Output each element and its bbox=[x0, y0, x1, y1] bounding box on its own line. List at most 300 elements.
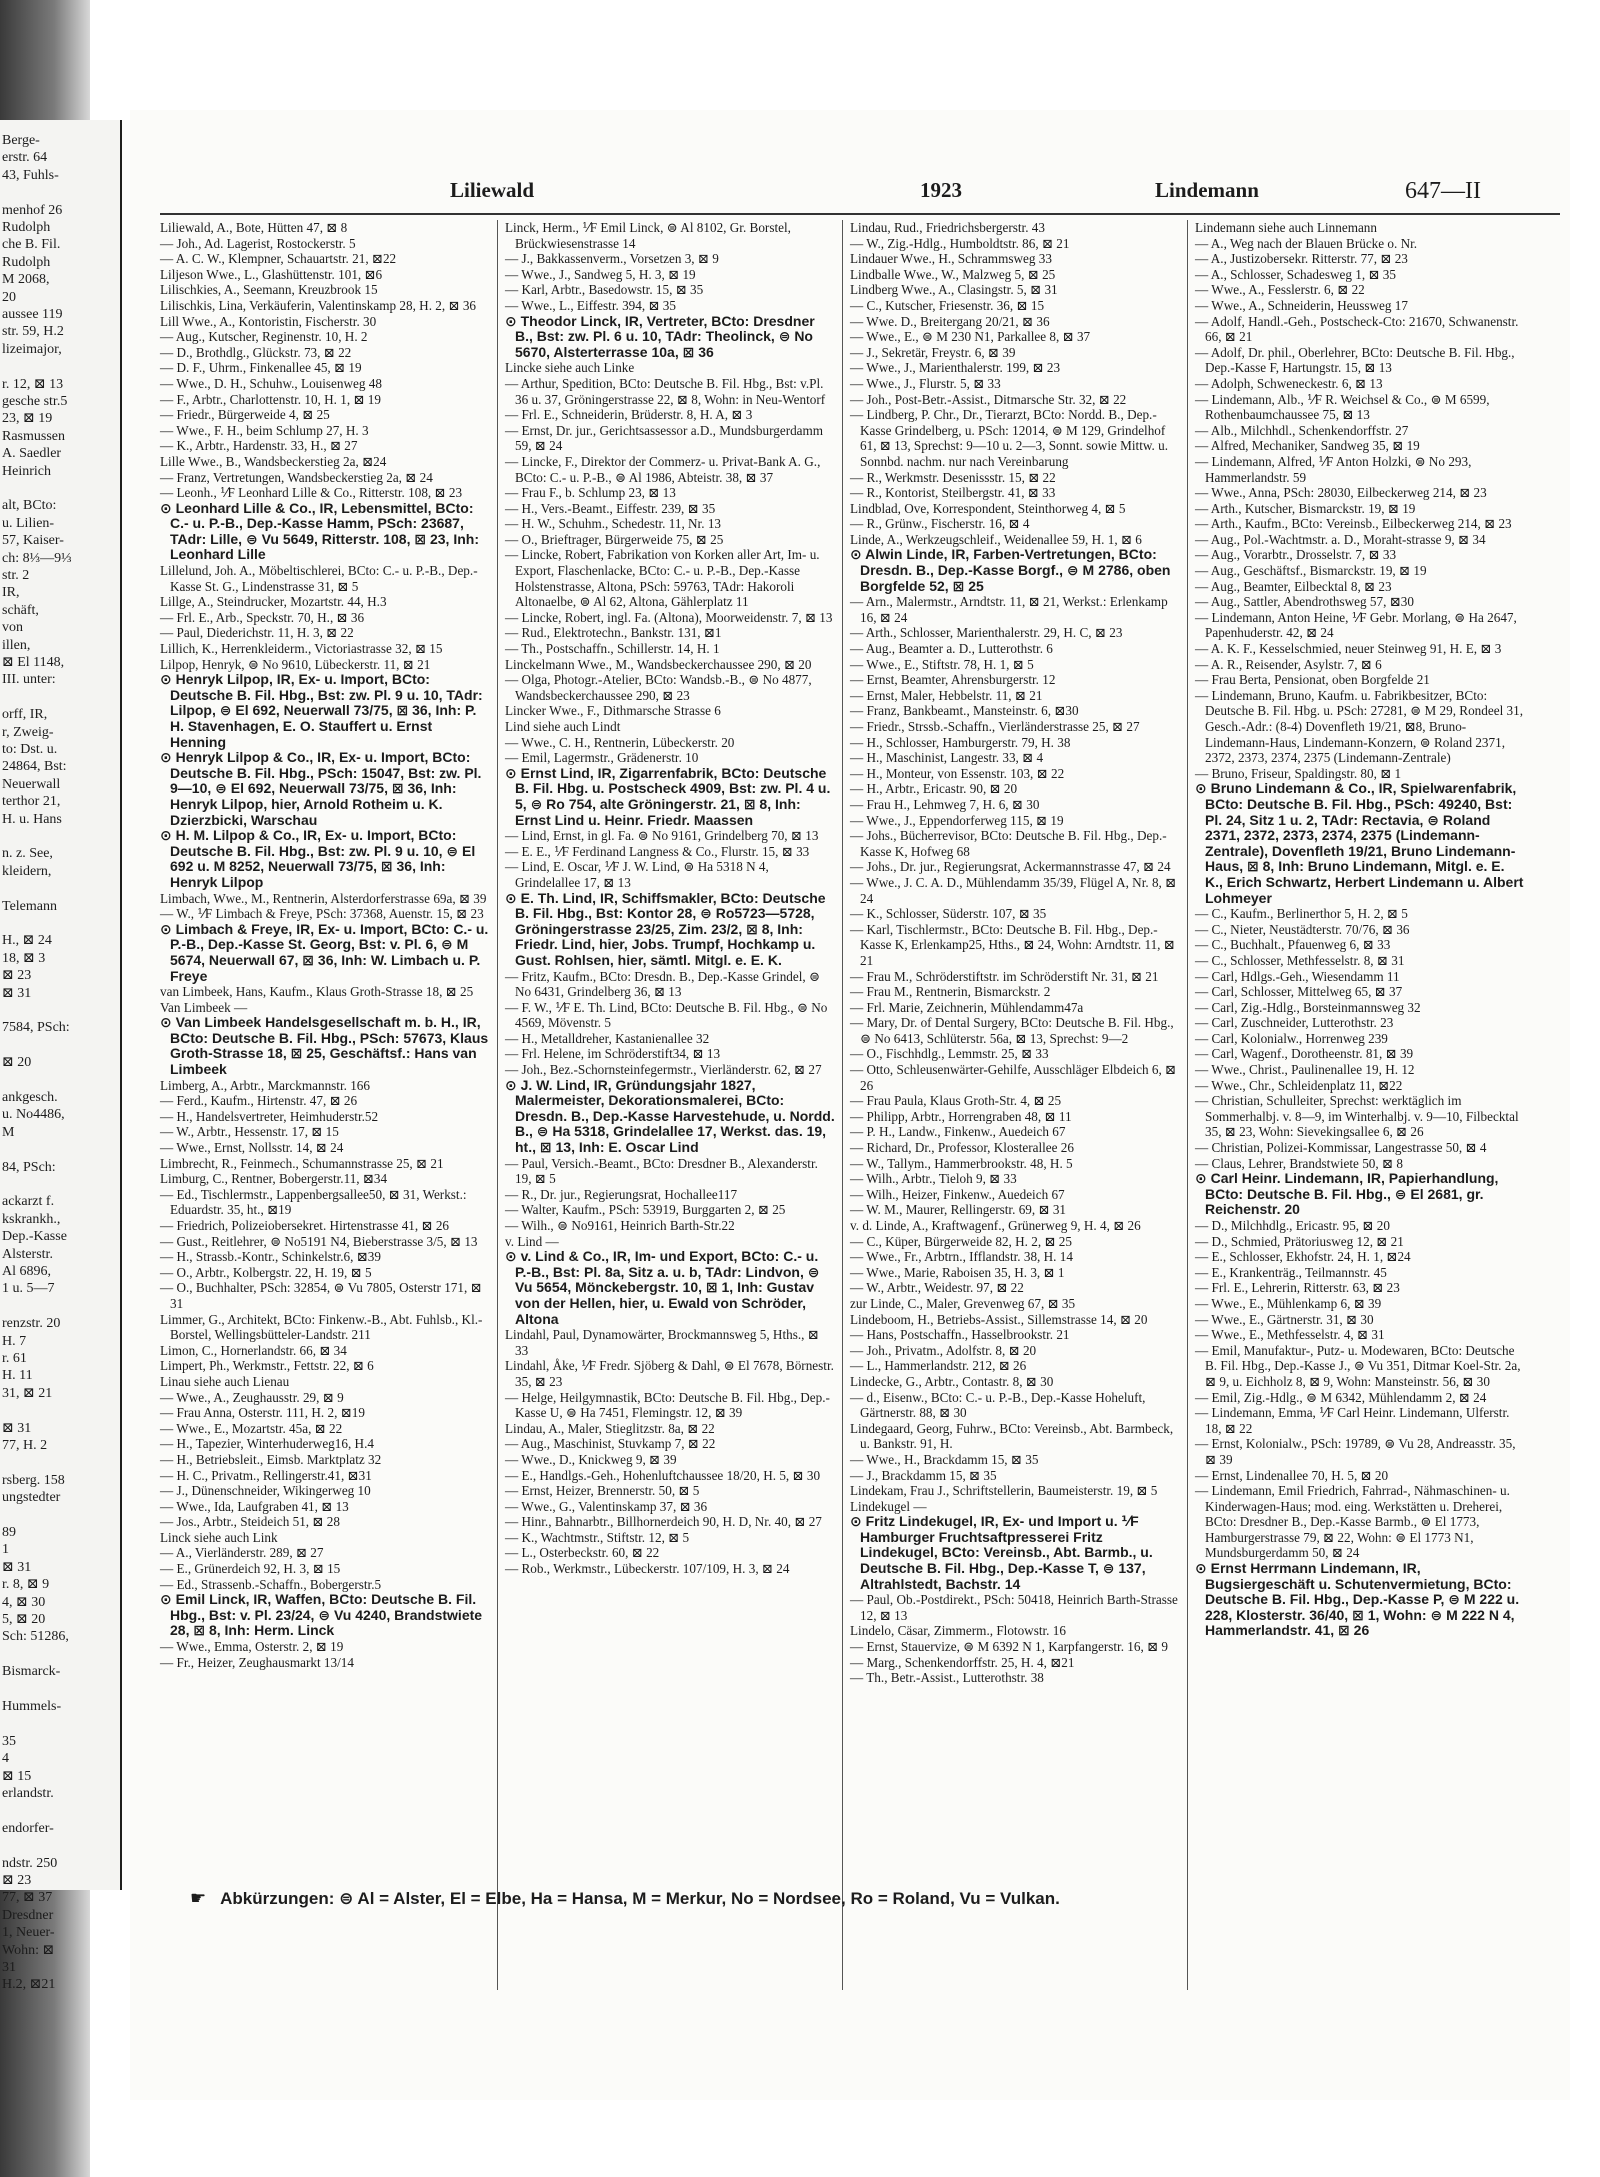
previous-page-line: r. 61 bbox=[2, 1351, 27, 1366]
previous-page-line: IR, bbox=[2, 585, 20, 601]
directory-entry: Lindberg Wwe., A., Clasingstr. 5, ⊠ 31 bbox=[850, 282, 1058, 298]
directory-entry: Lindau, Rud., Friedrichsbergerstr. 43 bbox=[850, 220, 1045, 235]
directory-entry: — Gust., Reitlehrer, ⊜ No5191 N4, Bieberstrasse 3/5, ⊠ 13 bbox=[160, 1233, 478, 1249]
directory-entry: — Franz, Vertretungen, Wandsbeckerstieg 2a, ⊠ 24 bbox=[160, 469, 433, 485]
directory-entry: — Wwe., L., Eiffestr. 394, ⊠ 35 bbox=[505, 297, 676, 313]
previous-page-line: gesche str.5 bbox=[2, 394, 68, 409]
previous-page-line: Dep.-Kasse bbox=[2, 1229, 67, 1245]
directory-entry: Lindahl, Åke, ⅟F Fredr. Sjöberg & Dahl, ⊜ El 7678, Börnestr. 35, ⊠ 23 bbox=[505, 1358, 834, 1389]
previous-page-line: aussee 119 bbox=[2, 307, 63, 322]
directory-entry: — Wwe. D., Breitergang 20/21, ⊠ 36 bbox=[850, 313, 1050, 329]
previous-page-line: Rasmussen bbox=[2, 428, 65, 444]
directory-column-3 bbox=[850, 220, 1180, 1990]
directory-entry: — Emil, Manufaktur-, Putz- u. Modewaren, BCto: Deutsche B. Fil. Hbg., Dep.-Kasse J., ⊜ Vu 351, Ditmar Koel-Str. 2a, ⊠ 9, u. Eichholz 8, ⊠ 9, Wohn: Mansteinstr. 56, ⊠ 30 bbox=[1195, 1342, 1521, 1389]
directory-entry: Lindahl, Paul, Dynamowärter, Brockmannsweg 5, Hths., ⊠ 33 bbox=[505, 1327, 819, 1358]
previous-page-line: r, Zweig- bbox=[2, 724, 54, 740]
firm-entry: ⊙ J. W. Lind, IR, Gründungsjahr 1827, Malermeister, Dekorationsmalerei, BCto: Dresdn. B., Dep.-Kasse Harvestehude, u. Nordd. B., ⊜ Ha 5318, Grindelallee 17, Werkst. das. 19, ht., ⊠ 13, Inh: E. Oscar Lind bbox=[505, 1076, 835, 1156]
directory-entry: — Joh., Privatm., Adolfstr. 8, ⊠ 20 bbox=[850, 1342, 1037, 1358]
directory-entry: — Paul, Diederichstr. 11, H. 3, ⊠ 22 bbox=[160, 625, 354, 641]
directory-entry: — D. F., Uhrm., Finkenallee 45, ⊠ 19 bbox=[160, 360, 362, 376]
directory-entry: Lindekam, Frau J., Schriftstellerin, Baumeisterstr. 19, ⊠ 5 bbox=[850, 1483, 1158, 1499]
directory-entry: v. d. Linde, A., Kraftwagenf., Grünerweg 9, H. 4, ⊠ 26 bbox=[850, 1218, 1141, 1233]
header-right-keyword: Lindemann bbox=[1155, 178, 1259, 202]
directory-entry: — Wwe., J., Flurstr. 5, ⊠ 33 bbox=[850, 375, 1001, 391]
previous-page-line: 84, PSch: bbox=[2, 1159, 56, 1175]
directory-entry: — K., Arbtr., Hardenstr. 33, H., ⊠ 27 bbox=[160, 438, 358, 454]
previous-page-line: Neuerwall bbox=[2, 776, 61, 792]
directory-entry: — Bruno, Friseur, Spaldingstr. 80, ⊠ 1 bbox=[1195, 765, 1402, 781]
directory-entry: — Ernst, Kolonialw., PSch: 19789, ⊜ Vu 28, Andreasstr. 35, ⊠ 39 bbox=[1195, 1436, 1516, 1467]
directory-entry: — Lincke, F., Direktor der Commerz- u. Privat-Bank A. G., BCto: C.- u. P.-B., ⊜ Al 1986, Abteistr. 38, ⊠ 37 bbox=[505, 453, 821, 485]
directory-entry: — Wwe., Anna, PSch: 28030, Eilbeckerweg 214, ⊠ 23 bbox=[1195, 485, 1487, 501]
directory-entry: — C., Küper, Bürgerweide 82, H. 2, ⊠ 25 bbox=[850, 1233, 1072, 1249]
directory-entry: — Rob., Werkmstr., Lübeckerstr. 107/109, H. 3, ⊠ 24 bbox=[505, 1561, 790, 1577]
column-divider bbox=[1187, 220, 1188, 1990]
firm-entry: ⊙ Fritz Lindekugel, IR, Ex- und Import u. ⅟F Hamburger Fruchtsaftpresserei Fritz Lindekugel, BCto: Vereinsb., Abt. Barmb., u. Deutsche B. Fil. Hbg., Dep.-Kasse T, ⊜ 137, Altrahlstedt, Bachstr. 14 bbox=[850, 1513, 1153, 1592]
directory-entry: — Emil, Lagermstr., Grädenerstr. 10 bbox=[505, 750, 699, 766]
firm-entry: ⊙ Ernst Herrmann Lindemann, IR, Bugsiergeschäft u. Schutenvermietung, BCto: Deutsche B. Fil. Hbg., Dep.-Kasse P, ⊜ M 222 u. 228, Klosterstr. 36/40, ⊠ 1, Wohn: ⊜ M 222 N 4, Hammerlandstr. 41, ⊠ 26 bbox=[1195, 1560, 1520, 1639]
directory-entry: — H., Vers.-Beamt., Eiffestr. 239, ⊠ 35 bbox=[505, 500, 716, 516]
directory-entry: — E. E., ⅟F Ferdinand Langness & Co., Flurstr. 15, ⊠ 33 bbox=[505, 843, 810, 859]
previous-page-line: erlandstr. bbox=[2, 1786, 54, 1801]
directory-entry: — F., Arbtr., Charlottenstr. 10, H. 1, ⊠ 19 bbox=[160, 391, 381, 407]
directory-entry: — W., Arbtr., Weidestr. 97, ⊠ 22 bbox=[850, 1280, 1024, 1296]
directory-entry: — Aug., Geschäftsf., Bismarckstr. 19, ⊠ 19 bbox=[1195, 563, 1427, 579]
directory-entry: — Wwe., E., Stiftstr. 78, H. 1, ⊠ 5 bbox=[850, 656, 1034, 672]
directory-entry: — H., Strassb.-Kontr., Schinkelstr.6, ⊠39 bbox=[160, 1249, 381, 1265]
directory-entry: — Karl, Arbtr., Basedowstr. 15, ⊠ 35 bbox=[505, 282, 704, 298]
directory-entry: — Th., Postschaffn., Schillerstr. 14, H. 1 bbox=[505, 641, 720, 657]
previous-page-line: 20 bbox=[2, 289, 16, 305]
directory-entry: — Wwe., J., Marienthalerstr. 199, ⊠ 23 bbox=[850, 360, 1061, 376]
directory-entry: — Frau Berta, Pensionat, oben Borgfelde 21 bbox=[1195, 672, 1430, 688]
directory-entry: — H., Arbtr., Ericastr. 90, ⊠ 20 bbox=[850, 781, 1018, 797]
previous-page-line: Bismarck- bbox=[2, 1664, 61, 1680]
directory-entry: — Wilh., Arbtr., Tieloh 9, ⊠ 33 bbox=[850, 1171, 1017, 1187]
previous-page-line: r. 12, ⊠ 13 bbox=[2, 376, 64, 392]
directory-entry: — Wwe., Emma, Osterstr. 2, ⊠ 19 bbox=[160, 1639, 344, 1655]
firm-entry: ⊙ v. Lind & Co., IR, Im- und Export, BCto: C.- u. P.-B., Bst: Pl. 8a, Sitz a. u. b, TAdr: Lindvon, ⊜ Vu 5654, Mönckebergstr. 10, ⊠ 1, Inh: Gustav von der Hellen, hier, u. Ewald von Schröder, Altona bbox=[505, 1248, 820, 1327]
directory-entry: — Frl. E., Arb., Speckstr. 70, H., ⊠ 36 bbox=[160, 609, 365, 625]
directory-entry: Lindblad, Ove, Korrespondent, Steinthorweg 4, ⊠ 5 bbox=[850, 500, 1126, 516]
header-year: 1923 bbox=[920, 178, 962, 202]
directory-entry: — Karl, Tischlermstr., BCto: Deutsche B. Fil. Hbg., Dep.-Kasse K, Erlenkamp25, Hths., ⊠ 24, Wohn: Arndtstr. 11, ⊠ 21 bbox=[850, 921, 1175, 968]
directory-entry: — A. R., Reisender, Asylstr. 7, ⊠ 6 bbox=[1195, 656, 1382, 672]
abbreviations-text: Abkürzungen: ⊜ Al = Alster, El = Elbe, Ha = Hansa, M = Merkur, No = Nordsee, Ro = Roland, Vu = Vulkan. bbox=[220, 1889, 1060, 1908]
previous-page-line: 89 bbox=[2, 1525, 16, 1540]
previous-page-line: ch: 8⅓—9⅓ bbox=[2, 550, 72, 566]
previous-page-line: ⊠ 20 bbox=[2, 1055, 32, 1071]
directory-entry: — Mary, Dr. of Dental Surgery, BCto: Deutsche B. Fil. Hbg., ⊜ No 6413, Schlüterstr. 56a, ⊠ 13, Sprechst: 9—2 bbox=[850, 1015, 1174, 1046]
directory-entry: — Wwe., Ida, Laufgraben 41, ⊠ 13 bbox=[160, 1498, 349, 1514]
directory-entry: — Leonh., ⅟F Leonhard Lille & Co., Ritterstr. 108, ⊠ 23 bbox=[160, 485, 463, 501]
directory-entry: — Adolph, Schweneckestr. 6, ⊠ 13 bbox=[1195, 375, 1383, 391]
previous-page-line: ⊠ El 1148, bbox=[2, 655, 65, 670]
directory-entry: — Hinr., Bahnarbtr., Billhornerdeich 90, H. D, Nr. 40, ⊠ 27 bbox=[505, 1514, 822, 1530]
directory-entry: — Lindemann, Emil Friedrich, Fahrrad-, Nähmaschinen- u. Kinderwagen-Haus; mod. eing. Werkstätten u. Dreherei, BCto: Dresdner B., Dep.-Kasse Barmb., ⊜ El 1773, Hamburgerstrasse 79, ⊠ 22, Wohn: ⊜ El 1773 N1, Mundsburgerdamm 50, ⊠ 24 bbox=[1195, 1483, 1510, 1561]
directory-entry: Lindegaard, Georg, Fuhrw., BCto: Vereinsb., Abt. Barmbeck, u. Bankstr. 91, H. bbox=[850, 1420, 1174, 1452]
directory-entry: — Lindemann, Alb., ⅟F R. Weichsel & Co., ⊜ M 6599, Rothenbaumchaussee 75, ⊠ 13 bbox=[1195, 391, 1490, 423]
directory-entry: Lindekugel — bbox=[850, 1498, 927, 1514]
directory-entry: — A., Schlosser, Schadesweg 1, ⊠ 35 bbox=[1195, 266, 1396, 282]
directory-entry: Lindauer Wwe., H., Schrammsweg 33 bbox=[850, 251, 1052, 267]
firm-entry: ⊙ Limbach & Freye, IR, Ex- u. Import, BCto: C.- u. P.-B., Dep.-Kasse St. Georg, Bst: v. Pl. 6, ⊜ M 5674, Neuerwall 67, ⊠ 36, Inh: W. Limbach u. P. Freye bbox=[160, 920, 489, 984]
previous-page-line: 35 bbox=[2, 1733, 16, 1749]
previous-page-line: renzstr. 20 bbox=[2, 1316, 61, 1332]
firm-entry: ⊙ Theodor Linck, IR, Vertreter, BCto: Dresdner B., Bst: zw. Pl. 6 u. 10, TAdr: Theolinck, ⊜ No 5670, Alsterterrasse 10a, ⊠ 36 bbox=[505, 312, 815, 360]
directory-entry: — H., Maschinist, Langestr. 33, ⊠ 4 bbox=[850, 750, 1044, 766]
directory-entry: — Wilh., ⊜ No9161, Heinrich Barth-Str.22 bbox=[505, 1218, 735, 1233]
directory-entry: — W., Arbtr., Hessenstr. 17, ⊠ 15 bbox=[160, 1124, 339, 1140]
directory-entry: Linde, A., Werkzeugschleif., Weidenallee 59, H. 1, ⊠ 6 bbox=[850, 531, 1142, 547]
directory-entry: — Aug., Kutscher, Reginenstr. 10, H. 2 bbox=[160, 329, 368, 345]
previous-page-line: 24864, Bst: bbox=[2, 759, 67, 775]
directory-entry: — Lind, E. Oscar, ⅟F J. W. Lind, ⊜ Ha 5318 N 4, Grindelallee 17, ⊠ 13 bbox=[505, 859, 769, 890]
previous-page-line: terthor 21, bbox=[2, 794, 61, 810]
directory-entry: — Wwe., Chr., Schleidenplatz 11, ⊠22 bbox=[1195, 1077, 1403, 1093]
directory-entry: — Th., Betr.-Assist., Lutterothstr. 38 bbox=[850, 1670, 1044, 1686]
directory-entry: — Philipp, Arbtr., Horrengraben 48, ⊠ 11 bbox=[850, 1108, 1072, 1124]
directory-entry: Lindelo, Cäsar, Zimmerm., Flotowstr. 16 bbox=[850, 1623, 1066, 1639]
previous-page-line: ndstr. 250 bbox=[2, 1855, 58, 1871]
directory-entry: — Aug., Sattler, Abendrothsweg 57, ⊠30 bbox=[1195, 594, 1414, 610]
directory-entry: — Adolf, Handl.-Geh., Postscheck-Cto: 21670, Schwanenstr. 66, ⊠ 21 bbox=[1195, 313, 1519, 345]
firm-entry: ⊙ H. M. Lilpop & Co., IR, Ex- u. Import, BCto: Deutsche B. Fil. Hbg., Bst: zw. Pl. 9 u. 10, ⊜ El 692 u. M 8252, Neuerwall 73/75, ⊠ 36, Inh: Henryk Lilpop bbox=[160, 827, 476, 890]
directory-entry: — Aug., Beamter, Eilbecktal 8, ⊠ 23 bbox=[1195, 578, 1392, 594]
directory-entry: — Lincke, Robert, ingl. Fa. (Altona), Moorweidenstr. 7, ⊠ 13 bbox=[505, 609, 833, 625]
directory-entry: — Ernst, Stauervize, ⊜ M 6392 N 1, Karpfangerstr. 16, ⊠ 9 bbox=[850, 1639, 1169, 1655]
directory-entry: — Rud., Elektrotechn., Bankstr. 131, ⊠1 bbox=[505, 625, 722, 641]
directory-entry: Limberg, A., Arbtr., Marckmannstr. 166 bbox=[160, 1077, 370, 1093]
directory-entry: — W. M., Maurer, Rellingerstr. 69, ⊠ 31 bbox=[850, 1202, 1067, 1218]
firm-entry: ⊙ Carl Heinr. Lindemann, IR, Papierhandlung, BCto: Deutsche B. Fil. Hbg., ⊜ El 2681, gr. Reichenstr. 20 bbox=[1195, 1170, 1499, 1218]
directory-entry: — A., Vierländerstr. 289, ⊠ 27 bbox=[160, 1545, 324, 1561]
directory-entry: — Frau F., b. Schlump 23, ⊠ 13 bbox=[505, 485, 676, 501]
directory-entry: — Olga, Photogr.-Atelier, BCto: Wandsb.-B., ⊜ No 4877, Wandsbeckerchaussee 290, ⊠ 23 bbox=[505, 672, 812, 703]
directory-entry: — H. C., Privatm., Rellingerstr.41, ⊠31 bbox=[160, 1467, 372, 1483]
directory-entry: — Frl. Marie, Zeichnerin, Mühlendamm47a bbox=[850, 999, 1084, 1015]
directory-entry: — W., Tallym., Hammerbrookstr. 48, H. 5 bbox=[850, 1155, 1073, 1171]
directory-column-4 bbox=[1195, 220, 1525, 1990]
directory-entry: — Frau Paula, Klaus Groth-Str. 4, ⊠ 25 bbox=[850, 1093, 1062, 1109]
previous-page-line: 23, ⊠ 19 bbox=[2, 411, 53, 427]
directory-entry: — F. W., ⅟F E. Th. Lind, BCto: Deutsche B. Fil. Hbg., ⊜ No 4569, Mövenstr. 5 bbox=[505, 999, 828, 1031]
directory-entry: — W., ⅟F Limbach & Freye, PSch: 37368, Auenstr. 15, ⊠ 23 bbox=[160, 906, 484, 922]
directory-entry: — Frau H., Lehmweg 7, H. 6, ⊠ 30 bbox=[850, 796, 1040, 812]
directory-entry: — Wwe., F. H., beim Schlump 27, H. 3 bbox=[160, 422, 369, 438]
directory-entry: — Friedr., Strssb.-Schaffn., Vierländerstrasse 25, ⊠ 27 bbox=[850, 719, 1140, 734]
directory-entry: Liljeson Wwe., L., Glashüttenstr. 101, ⊠6 bbox=[160, 266, 383, 282]
directory-entry: — Wwe., J., Eppendorferweg 115, ⊠ 19 bbox=[850, 812, 1064, 828]
directory-entry: Lindecke, G., Arbtr., Contastr. 8, ⊠ 30 bbox=[850, 1373, 1054, 1389]
previous-page-line: lizeimajor, bbox=[2, 341, 62, 357]
directory-entry: Lincke siehe auch Linke bbox=[505, 360, 635, 376]
directory-entry: — Wwe., D., Knickweg 9, ⊠ 39 bbox=[505, 1451, 677, 1467]
directory-entry: — Johs., Dr. jur., Regierungsrat, Ackermannstrasse 47, ⊠ 24 bbox=[850, 859, 1171, 875]
directory-entry: — A., Weg nach der Blauen Brücke o. Nr. bbox=[1195, 235, 1418, 251]
directory-entry: — C., Buchhalt., Pfauenweg 6, ⊠ 33 bbox=[1195, 937, 1391, 953]
firm-entry: ⊙ Bruno Lindemann & Co., IR, Spielwarenfabrik, BCto: Deutsche B. Fil. Hbg., PSch: 49240, Bst: Pl. 24, Sitz 1 u. 2, TAdr: Rectavia, ⊜ Roland 2371, 2372, 2373, 2374, 2375 (Lindemann-Zentrale), Dovenfleth 19/21, Bruno Lindemann-Haus, ⊠ 8, Inh: Bruno Lindemann, Mitgl. e. E. K., Erich Schwartz, Herbert Lindemann u. Albert Lohmeyer bbox=[1195, 780, 1524, 906]
header-rule bbox=[160, 213, 1560, 215]
directory-entry: Limbach, Wwe., M., Rentnerin, Alsterdorferstrasse 69a, ⊠ 39 bbox=[160, 890, 487, 906]
firm-entry: ⊙ Henryk Lilpop, IR, Ex- u. Import, BCto: Deutsche B. Fil. Hbg., Bst: zw. Pl. 9 u. 10, TAdr: Lilpop, ⊜ El 692, Neuerwall 73/75, ⊠ 36, Inh: P. H. Stavenhagen, E. O. Stauffert u. Ernst Henning bbox=[160, 671, 483, 750]
previous-page-line: 43, Fuhls- bbox=[2, 167, 59, 183]
directory-entry: — Carl, Wagenf., Dorotheenstr. 81, ⊠ 39 bbox=[1195, 1046, 1414, 1062]
directory-entry: — Joh., Bez.-Schornsteinfegermstr., Vierländerstr. 62, ⊠ 27 bbox=[505, 1062, 822, 1078]
directory-entry: — Lind, Ernst, in gl. Fa. ⊜ No 9161, Grindelberg 70, ⊠ 13 bbox=[505, 828, 819, 844]
directory-entry: — C., Kutscher, Friesenstr. 36, ⊠ 15 bbox=[850, 297, 1045, 313]
directory-entry: Linckelmann Wwe., M., Wandsbeckerchaussee 290, ⊠ 20 bbox=[505, 656, 812, 672]
firm-entry: ⊙ Van Limbeek Handelsgesellschaft m. b. H., IR, BCto: Deutsche B. Fil. Hbg., PSch: 57673, Klaus Groth-Strasse 18, ⊠ 25, Geschäftsf.: Hans van Limbeek bbox=[160, 1014, 489, 1078]
directory-entry: — D., Milchhdlg., Ericastr. 95, ⊠ 20 bbox=[1195, 1218, 1390, 1233]
directory-entry: — R., Dr. jur., Regierungsrat, Hochallee117 bbox=[505, 1186, 738, 1202]
directory-entry: — Frau Anna, Osterstr. 111, H. 2, ⊠19 bbox=[160, 1405, 365, 1421]
directory-entry: — Wwe., E., Mühlenkamp 6, ⊠ 39 bbox=[1195, 1295, 1382, 1311]
firm-entry: ⊙ Henryk Lilpop & Co., IR, Ex- u. Import, BCto: Deutsche B. Fil. Hbg., PSch: 15047, Bst: zw. Pl. 9—10, ⊜ El 692, Neuerwall 73/75, ⊠ 36, Inh: Henryk Lilpop, hier, Arnold Rotheim u. K. Dzierzbicki, Warschau bbox=[160, 749, 482, 828]
page-number: 647—II bbox=[1405, 178, 1481, 204]
previous-page-line: rsberg. 158 bbox=[2, 1472, 65, 1488]
previous-page-fragment bbox=[0, 120, 122, 1993]
pointing-hand-icon: ☛ bbox=[190, 1888, 207, 1908]
directory-entry: — Carl, Hdlgs.-Geh., Wiesendamm 11 bbox=[1195, 968, 1400, 984]
directory-entry: — Carl, Zuschneider, Lutterothstr. 23 bbox=[1195, 1015, 1394, 1031]
directory-entry: — Wwe., Fr., Arbtrn., Ifflandstr. 38, H. 14 bbox=[850, 1249, 1073, 1265]
directory-entry: — Emil, Zig.-Hdlg., ⊜ M 6342, Mühlendamm 2, ⊠ 24 bbox=[1195, 1389, 1487, 1405]
directory-entry: — Claus, Lehrer, Brandstwiete 50, ⊠ 8 bbox=[1195, 1155, 1403, 1171]
directory-entry: — Lincke, Robert, Fabrikation von Korken aller Art, Im- u. Export, Flaschenlacke, BCto: C.- u. P.-B., Dep.-Kasse Holstenstrasse, Altona, PSch: 59763, TAdr: Hakoroli Altonaelbe, ⊜ Al 62, Altona, Gählerplatz 11 bbox=[505, 547, 820, 610]
firm-entry: ⊙ E. Th. Lind, IR, Schiffsmakler, BCto: Deutsche B. Fil. Hbg., Bst: Kontor 28, ⊜ Ro5723—5728, Gröningerstrasse 23/25, Zim. 23/2, ⊠ 8, Inh: Friedr. Lind, hier, Jobs. Trumpf, Hochkamp u. Gust. Rohlsen, hier, sämtl. Mitgl. e. E. K. bbox=[505, 889, 826, 968]
directory-entry: — H. W., Schuhm., Schedestr. 11, Nr. 13 bbox=[505, 516, 722, 532]
directory-entry: van Limbeek, Hans, Kaufm., Klaus Groth-Strasse 18, ⊠ 25 bbox=[160, 984, 474, 1000]
directory-entry: — Frau M., Rentnerin, Bismarckstr. 2 bbox=[850, 984, 1051, 1000]
directory-entry: — Wwe., E., Methfesselstr. 4, ⊠ 31 bbox=[1195, 1327, 1385, 1343]
directory-entry: — Wwe., Ernst, Nollsstr. 14, ⊠ 24 bbox=[160, 1140, 344, 1156]
previous-page-line: 77, H. 2 bbox=[2, 1438, 48, 1453]
previous-page-line: ankgesch. bbox=[2, 1090, 58, 1105]
firm-entry: ⊙ Emil Linck, IR, Waffen, BCto: Deutsche B. Fil. Hbg., Bst: v. Pl. 23/24, ⊜ Vu 4240, Brandstwiete 28, ⊠ 8, Inh: Herm. Linck bbox=[160, 1591, 483, 1639]
previous-page-line: ungstedter bbox=[2, 1490, 61, 1506]
directory-entry: — Joh., Ad. Lagerist, Rostockerstr. 5 bbox=[160, 235, 356, 251]
previous-page-line: 4, ⊠ 30 bbox=[2, 1594, 46, 1610]
previous-page-line: kskrankh., bbox=[2, 1211, 61, 1227]
directory-column-2 bbox=[505, 220, 835, 1990]
directory-entry: — Wwe., D. H., Schuhw., Louisenweg 48 bbox=[160, 375, 382, 391]
directory-entry: — Arth., Schlosser, Marienthalerstr. 29, H. C, ⊠ 23 bbox=[850, 625, 1123, 641]
directory-entry: — Fritz, Kaufm., BCto: Dresdn. B., Dep.-Kasse Grindel, ⊜ No 6431, Grindelberg 36, ⊠ 13 bbox=[505, 968, 821, 1000]
directory-entry: — Christian, Polizei-Kommissar, Langestrasse 50, ⊠ 4 bbox=[1195, 1140, 1487, 1156]
directory-entry: — Wilh., Heizer, Finkenw., Auedeich 67 bbox=[850, 1186, 1065, 1202]
directory-entry: v. Lind — bbox=[505, 1233, 559, 1249]
previous-page-line: kleidern, bbox=[2, 863, 52, 879]
directory-entry: — Otto, Schleusenwärter-Gehilfe, Ausschläger Elbdeich 6, ⊠ 26 bbox=[850, 1062, 1177, 1093]
previous-page-line: Sch: 51286, bbox=[2, 1629, 69, 1645]
header-left-keyword: Liliewald bbox=[450, 178, 535, 202]
previous-page-line: 31, ⊠ 21 bbox=[2, 1385, 53, 1401]
previous-page-line: 1 bbox=[2, 1542, 9, 1558]
directory-entry: — A. C. W., Klempner, Schauartstr. 21, ⊠22 bbox=[160, 251, 397, 267]
directory-entry: — Wwe., G., Valentinskamp 37, ⊠ 36 bbox=[505, 1498, 708, 1514]
directory-entry: — Arth., Kaufm., BCto: Vereinsb., Eilbeckerweg 214, ⊠ 23 bbox=[1195, 516, 1512, 532]
directory-entry: — E., Handlgs.-Geh., Hohenluftchaussee 18/20, H. 5, ⊠ 30 bbox=[505, 1467, 821, 1483]
directory-entry: — Frl. E., Schneiderin, Brüderstr. 8, H. A, ⊠ 3 bbox=[505, 407, 753, 423]
directory-entry: — Wwe., E., ⊜ M 230 N1, Parkallee 8, ⊠ 37 bbox=[850, 329, 1091, 345]
directory-entry: — H., Handelsvertreter, Heimhuderstr.52 bbox=[160, 1108, 379, 1124]
directory-entry: — Lindemann, Alfred, ⅟F Anton Holzki, ⊜ No 293, Hammerlandstr. 59 bbox=[1195, 453, 1472, 485]
directory-entry: — L., Hammerlandstr. 212, ⊠ 26 bbox=[850, 1358, 1027, 1374]
directory-entry: Limburg, C., Rentner, Bobergerstr.11, ⊠34 bbox=[160, 1171, 388, 1187]
directory-entry: — Paul, Ob.-Postdirekt., PSch: 50418, Heinrich Barth-Strasse 12, ⊠ 13 bbox=[850, 1592, 1178, 1623]
directory-entry: — J., Bakkassenverm., Vorsetzen 3, ⊠ 9 bbox=[505, 251, 719, 267]
previous-page-line: ackarzt f. bbox=[2, 1194, 55, 1210]
directory-entry: Lilpop, Henryk, ⊜ No 9610, Lübeckerstr. 11, ⊠ 21 bbox=[160, 656, 431, 672]
previous-page-line: schäft, bbox=[2, 602, 39, 618]
directory-entry: — C., Nieter, Neustädterstr. 70/76, ⊠ 36 bbox=[1195, 921, 1410, 937]
directory-entry: — E., Krankenträg., Teilmannstr. 45 bbox=[1195, 1264, 1387, 1280]
previous-page-line: 1 u. 5—7 bbox=[2, 1281, 55, 1297]
directory-entry: — J., Dünenschneider, Wikingerweg 10 bbox=[160, 1483, 371, 1499]
previous-page-line: orff, IR, bbox=[2, 707, 48, 723]
directory-entry: Limpert, Ph., Werkmstr., Fettstr. 22, ⊠ 6 bbox=[160, 1358, 374, 1374]
directory-entry: — Frl. Helene, im Schröderstift34, ⊠ 13 bbox=[505, 1046, 721, 1062]
directory-entry: — H., Monteur, von Essenstr. 103, ⊠ 22 bbox=[850, 765, 1065, 781]
directory-entry: — Lindemann, Anton Heine, ⅟F Gebr. Morlang, ⊜ Ha 2647, Papenhuderstr. 42, ⊠ 24 bbox=[1195, 609, 1517, 641]
directory-entry: — Wwe., A., Fesslerstr. 6, ⊠ 22 bbox=[1195, 282, 1365, 298]
directory-entry: — Wwe., Christ., Paulinenallee 19, H. 12 bbox=[1195, 1062, 1415, 1078]
directory-entry: — Aug., Vorarbtr., Drosselstr. 7, ⊠ 33 bbox=[1195, 547, 1397, 563]
directory-entry: Lill Wwe., A., Kontoristin, Fischerstr. 30 bbox=[160, 313, 377, 329]
directory-entry: — Paul, Versich.-Beamt., BCto: Dresdner B., Alexanderstr. 19, ⊠ 5 bbox=[505, 1155, 818, 1187]
directory-entry: — K., Schlosser, Süderstr. 107, ⊠ 35 bbox=[850, 906, 1047, 922]
previous-page-line: ⊠ 23 bbox=[2, 968, 32, 984]
previous-page-line: H. 11 bbox=[2, 1368, 33, 1384]
previous-page-line: che B. Fil. bbox=[2, 237, 61, 253]
directory-entry: — Wwe., J. C. A. D., Mühlendamm 35/39, Flügel A, Nr. 8, ⊠ 24 bbox=[850, 874, 1177, 906]
directory-entry: — K., Wachtmstr., Stiftstr. 12, ⊠ 5 bbox=[505, 1529, 690, 1545]
directory-entry: — Johs., Bücherrevisor, BCto: Deutsche B. Fil. Hbg., Dep.-Kasse K, Hofweg 68 bbox=[850, 828, 1167, 859]
directory-entry: — Wwe., J., Sandweg 5, H. 3, ⊠ 19 bbox=[505, 266, 696, 282]
directory-entry: Lindemann siehe auch Linnemann bbox=[1195, 220, 1377, 235]
directory-entry: Lindau, A., Maler, Stieglitzstr. 8a, ⊠ 22 bbox=[505, 1420, 715, 1436]
previous-page-line: Alsterstr. bbox=[2, 1246, 53, 1262]
directory-entry: — O., Arbtr., Kolbergstr. 22, H. 19, ⊠ 5 bbox=[160, 1264, 372, 1280]
previous-page-line: menhof 26 bbox=[2, 202, 63, 218]
directory-entry: — H., Betriebsleit., Eimsb. Marktplatz 32 bbox=[160, 1451, 382, 1467]
directory-entry: — Franz, Bankbeamt., Mansteinstr. 6, ⊠30 bbox=[850, 703, 1079, 719]
directory-entry: — Lindberg, P. Chr., Dr., Tierarzt, BCto: Nordd. B., Dep.-Kasse Grindelberg, u. PSch: 12014, ⊜ M 129, Grindelhof 61, ⊠ 13, Sprechst: 9—10 u. 2—3, Sonnt. sowie Mittw. u. Sonnbd. nachm. nur nach Vereinbarung bbox=[850, 407, 1169, 469]
directory-entry: — P. H., Landw., Finkenw., Auedeich 67 bbox=[850, 1124, 1066, 1140]
directory-entry: — Aug., Pol.-Wachtmstr. a. D., Moraht-strasse 9, ⊠ 34 bbox=[1195, 531, 1486, 547]
directory-entry: — E., Grünerdeich 92, H. 3, ⊠ 15 bbox=[160, 1561, 341, 1577]
directory-entry: — R., Werkmstr. Desenissstr. 15, ⊠ 22 bbox=[850, 469, 1056, 485]
directory-entry: — Wwe., Marie, Raboisen 35, H. 3, ⊠ 1 bbox=[850, 1264, 1065, 1280]
directory-entry: Limon, C., Hornerlandstr. 66, ⊠ 34 bbox=[160, 1342, 347, 1358]
directory-page bbox=[130, 110, 1570, 2100]
directory-entry: — Wwe., E., Mozartstr. 45a, ⊠ 22 bbox=[160, 1420, 343, 1436]
directory-entry: Lindeboom, H., Betriebs-Assist., Sillemstrasse 14, ⊠ 20 bbox=[850, 1311, 1148, 1327]
previous-page-line: endorfer- bbox=[2, 1820, 54, 1836]
directory-entry: — Ernst, Dr. jur., Gerichtsassessor a.D., Mundsburgerdamm 59, ⊠ 24 bbox=[505, 422, 824, 454]
directory-entry: — Wwe., A., Zeughausstr. 29, ⊠ 9 bbox=[160, 1389, 344, 1405]
directory-entry: Lind siehe auch Lindt bbox=[505, 719, 621, 734]
directory-entry: — Joh., Post-Betr.-Assist., Ditmarsche Str. 32, ⊠ 22 bbox=[850, 391, 1127, 407]
directory-entry: Lilischkis, Lina, Verkäuferin, Valentinskamp 28, H. 2, ⊠ 36 bbox=[160, 297, 477, 313]
directory-entry: — O., Buchhalter, PSch: 32854, ⊜ Vu 7805, Osterstr 171, ⊠ 31 bbox=[160, 1280, 482, 1311]
directory-entry: — Ernst, Beamter, Ahrensburgerstr. 12 bbox=[850, 672, 1056, 688]
previous-page-line: ⊠ 15 bbox=[2, 1768, 32, 1784]
directory-entry: Linau siehe auch Lienau bbox=[160, 1373, 290, 1389]
directory-entry: — Wwe., E., Gärtnerstr. 31, ⊠ 30 bbox=[1195, 1311, 1374, 1327]
previous-page-line: 4 bbox=[2, 1751, 9, 1767]
directory-column-1 bbox=[160, 220, 490, 1990]
directory-entry: — Friedr., Bürgerweide 4, ⊠ 25 bbox=[160, 407, 330, 423]
directory-entry: — L., Osterbeckstr. 60, ⊠ 22 bbox=[505, 1545, 660, 1561]
directory-entry: — Helge, Heilgymnastik, BCto: Deutsche B. Fil. Hbg., Dep.-Kasse U, ⊜ Ha 7451, Flemingstr. 12, ⊠ 39 bbox=[505, 1389, 830, 1421]
previous-page-line: alt, BCto: bbox=[2, 498, 57, 514]
directory-entry: — A. K. F., Kesselschmied, neuer Steinweg 91, H. E, ⊠ 3 bbox=[1195, 641, 1502, 657]
directory-entry: — R., Grünw., Fischerstr. 16, ⊠ 4 bbox=[850, 516, 1030, 532]
directory-entry: — Arth., Kutscher, Bismarckstr. 19, ⊠ 19 bbox=[1195, 500, 1416, 516]
directory-entry: — A., Justizobersekr. Ritterstr. 77, ⊠ 23 bbox=[1195, 251, 1408, 267]
previous-page-line: 77, ⊠ 37 bbox=[2, 1890, 53, 1906]
directory-entry: — Ernst, Lindenallee 70, H. 5, ⊠ 20 bbox=[1195, 1467, 1389, 1483]
directory-entry: — O., Fischhdlg., Lemmstr. 25, ⊠ 33 bbox=[850, 1046, 1049, 1062]
directory-entry: — d., Eisenw., BCto: C.- u. P.-B., Dep.-Kasse Hoheluft, Gärtnerstr. 88, ⊠ 30 bbox=[850, 1389, 1146, 1421]
previous-page-line: r. 8, ⊠ 9 bbox=[2, 1577, 50, 1593]
directory-entry: — Wwe., H., Brackdamm 15, ⊠ 35 bbox=[850, 1451, 1039, 1467]
directory-entry: Lincker Wwe., F., Dithmarsche Strasse 6 bbox=[505, 703, 721, 719]
previous-page-line: u. Lilien- bbox=[2, 515, 55, 531]
previous-page-line: Telemann bbox=[2, 898, 57, 914]
directory-entry: — H., Metalldreher, Kastanienallee 32 bbox=[505, 1030, 710, 1046]
firm-entry: ⊙ Leonhard Lille & Co., IR, Lebensmittel, BCto: C.- u. P.-B., Dep.-Kasse Hamm, PSch: 23687, TAdr: Lille, ⊜ Vu 5649, Ritterstr. 108, ⊠ 23, Inh: Leonhard Lille bbox=[160, 499, 479, 563]
previous-page-line: str. 2 bbox=[2, 568, 30, 583]
previous-page-line: Berge- bbox=[2, 133, 40, 148]
abbreviations-footer bbox=[190, 1888, 1440, 1918]
directory-entry: Linck siehe auch Link bbox=[160, 1529, 278, 1545]
previous-page-line: H.2, ⊠21 bbox=[2, 1977, 56, 1993]
directory-entry: Lindballe Wwe., W., Malzweg 5, ⊠ 25 bbox=[850, 266, 1056, 282]
previous-page-line: M 2068, bbox=[2, 272, 50, 288]
directory-entry: — W., Zig.-Hdlg., Humboldtstr. 86, ⊠ 21 bbox=[850, 235, 1070, 251]
previous-page-line: illen, bbox=[2, 637, 31, 653]
directory-entry: — Ernst, Heizer, Brennerstr. 50, ⊠ 5 bbox=[505, 1483, 700, 1499]
directory-entry: Lille Wwe., B., Wandsbeckerstieg 2a, ⊠24 bbox=[160, 453, 387, 469]
directory-entry: Lillelund, Joh. A., Möbeltischlerei, BCto: C.- u. P.-B., Dep.-Kasse St. G., Lindenstrasse 31, ⊠ 5 bbox=[160, 563, 478, 594]
previous-page-line: Heinrich bbox=[2, 463, 51, 479]
directory-entry: — Wwe., C. H., Rentnerin, Lübeckerstr. 20 bbox=[505, 734, 735, 750]
directory-entry: — Jos., Arbtr., Steideich 51, ⊠ 28 bbox=[160, 1514, 340, 1530]
previous-page-line: 1, Neuer- bbox=[2, 1925, 55, 1941]
previous-page-line: Wohn: ⊠ bbox=[2, 1942, 55, 1958]
previous-page-line: n. z. See, bbox=[2, 846, 53, 862]
previous-page-line: Hummels- bbox=[2, 1699, 62, 1714]
directory-entry: — Carl, Kolonialw., Horrenweg 239 bbox=[1195, 1030, 1388, 1046]
previous-page-line: Al 6896, bbox=[2, 1264, 51, 1279]
directory-entry: — Aug., Maschinist, Stuvkamp 7, ⊠ 22 bbox=[505, 1436, 716, 1452]
previous-page-line: 7584, PSch: bbox=[2, 1020, 70, 1036]
directory-entry: Linck, Herm., ⅟F Emil Linck, ⊜ Al 8102, Gr. Borstel, Brückwiesenstrasse 14 bbox=[505, 220, 791, 251]
directory-entry: — C., Schlosser, Methfesselstr. 8, ⊠ 31 bbox=[1195, 952, 1405, 968]
previous-page-line: ⊠ 23 bbox=[2, 1873, 32, 1888]
directory-entry: — Walter, Kaufm., PSch: 53919, Burggarten 2, ⊠ 25 bbox=[505, 1202, 786, 1218]
directory-entry: Limmer, G., Architekt, BCto: Finkenw.-B., Abt. Fuhlsb., Kl.-Borstel, Wellingsbütteler-Landstr. 211 bbox=[160, 1311, 483, 1343]
previous-page-line: H. u. Hans bbox=[2, 811, 62, 827]
directory-entry: — Arn., Malermstr., Arndtstr. 11, ⊠ 21, Werkst.: Erlenkamp 16, ⊠ 24 bbox=[850, 594, 1168, 625]
directory-entry: — Ed., Strassenb.-Schaffn., Bobergerstr.5 bbox=[160, 1576, 382, 1592]
previous-page-line: Rudolph bbox=[2, 254, 51, 270]
previous-page-line: ⊠ 31 bbox=[2, 985, 32, 1001]
previous-page-line: ⊠ 31 bbox=[2, 1420, 32, 1436]
